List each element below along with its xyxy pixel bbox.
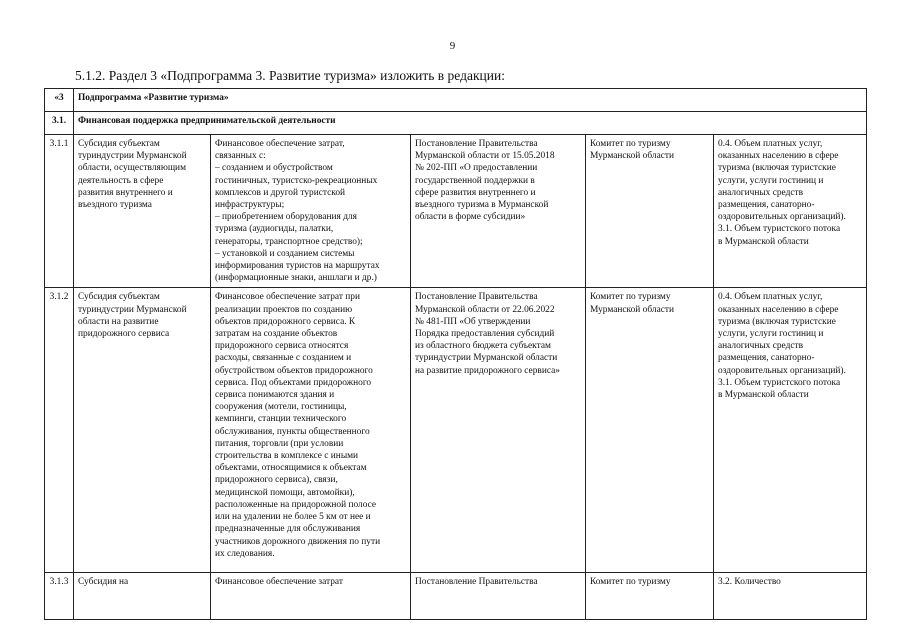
cell-line: Субсидия субъектам [78,139,160,149]
cell-line: (информационные знаки, аншлаги и др.) [215,273,377,284]
section-title: Финансовая поддержка предпринимательской деятельности [74,112,867,135]
cell-line: туризма (включая туристские [718,316,836,327]
cell-line: оздоровительных организаций). [718,212,846,223]
cell-line: объектами, относящимися к объектам [215,463,367,474]
cell-line: обслуживания, пункты общественного [215,426,370,437]
cell-line: оздоровительных организаций). [718,365,846,376]
cell-line: объектов придорожного сервиса. К [215,316,356,327]
cell-line: гостиничных, туристско-рекреационных [215,175,378,186]
cell-line: № 481-ПП «Об утверждении [415,316,531,327]
cell-line: туриндустрии Мурманской [78,304,187,315]
cell-line: 3.1. Объем туристского потока [718,224,841,235]
cell-line: их следования. [215,548,275,559]
cell-line: туризма (включая туристские [718,163,836,174]
cell-line: расположенные на придорожной полосе [215,499,377,510]
measure-name [74,573,211,620]
cell-line: Мурманской области от 15.05.2018 [415,151,555,162]
cell-line: кемпинги, станции технического [215,414,347,425]
cell-line: размещения, санаторно- [718,200,815,211]
cell-line: сервиса понимаются здания и [215,390,335,401]
cell-line: Финансовое обеспечение затрат [215,577,343,588]
cell-line: расходы, связанные с созданием и [215,353,352,364]
cell-line: Постановление Правительства [415,577,538,588]
cell-line: комплексов и другой туристской [215,187,346,198]
legal-basis [411,135,586,288]
cell-line: оказанных населению в сфере [718,304,839,315]
program-row [45,89,867,112]
cell-line: – созданием и обустройством [215,163,333,174]
responsible-body [586,135,714,288]
cell-line: сервиса. Под объектами придорожного [215,377,372,388]
cell-line: участников дорожного движения по пути [215,536,381,547]
cell-line: Мурманской области [590,151,675,162]
cell-line: въездного туризма [78,200,152,211]
cell-line: генераторы, транспортное средство); [215,236,363,247]
cell-line: из областного бюджета субъектам [415,341,551,352]
cell-line: области на развитие [78,316,159,327]
cell-line: придорожного сервиса), связи, [215,475,338,486]
cell-line: 3.1. Объем туристского потока [718,377,841,388]
cell-line: инфраструктуры; [215,200,285,211]
cell-line: Порядка предоставления субсидий [415,329,555,340]
cell-line: 0.4. Объем платных услуг, [718,292,823,303]
cell-line: размещения, санаторно- [718,353,815,364]
cell-line: медицинской помощи, автомойки), [215,487,355,498]
cell-line: Финансовое обеспечение затрат, [215,139,345,149]
cell-line: услуги, услуги гостиниц и [718,329,824,340]
responsible-body [586,573,714,620]
measure-description [211,288,411,573]
cell-line: государственной поддержки в [415,175,535,186]
responsible-body [586,288,714,573]
cell-line: предназначенные для обслуживания [215,524,361,535]
table-row [45,135,867,288]
cell-line: питания, торговли (при условии [215,438,344,449]
cell-line: № 202-ПП «О предоставлении [415,163,538,174]
cell-line: в Мурманской области [718,390,809,401]
cell-line: Мурманской области [590,304,675,315]
cell-line: – установкой и созданием системы [215,248,355,259]
cell-line: туриндустрии Мурманской [78,151,187,162]
cell-line: развития внутреннего и [78,187,173,198]
cell-line: придорожного сервиса [78,329,170,340]
cell-line: туриндустрии Мурманской области [415,353,558,364]
row-number: 3.1.3 [45,573,74,620]
cell-line: связанных с: [215,151,266,162]
cell-line: оказанных населению в сфере [718,151,839,162]
section-heading: 5.1.2. Раздел 3 «Подпрограмма 3. Развитие туризма» изложить в редакции: [75,68,505,83]
section-row [45,112,867,135]
cell-line: Субсидия субъектам [78,292,160,303]
cell-line: Постановление Правительства [415,139,538,149]
cell-line: аналогичных средств [718,187,804,198]
cell-line: обустройством объектов придорожного [215,365,373,376]
cell-line: в Мурманской области [718,236,809,247]
cell-line: Субсидия на [78,577,129,588]
cell-line: въездного туризма в Мурманской [415,200,549,211]
cell-line: Комитет по туризму [590,292,671,303]
cell-line: придорожного сервиса относятся [215,341,349,352]
cell-line: услуги, услуги гостиниц и [718,175,824,186]
indicators [714,135,867,288]
program-number: «3 [45,89,74,112]
cell-line: Мурманской области от 22.06.2022 [415,304,555,315]
cell-line: сооружения (мотели, гостиницы, [215,402,347,413]
cell-line: или на удалении не более 5 км от нее и [215,512,371,523]
row-number: 3.1.1 [45,135,74,288]
measure-description [211,135,411,288]
cell-line: Комитет по туризму [590,139,671,149]
cell-line: реализации проектов по созданию [215,304,353,315]
cell-line: строительства в комплексе с иными [215,451,359,462]
indicators [714,288,867,573]
cell-line: на развитие придорожного сервиса» [415,365,560,376]
cell-line: Финансовое обеспечение затрат при [215,292,360,303]
table-row [45,288,867,573]
cell-line: туризма (аудиогиды, палатки, [215,224,334,235]
cell-line: Комитет по туризму [590,577,671,588]
cell-line: – приобретением оборудования для [215,212,357,223]
cell-line: аналогичных средств [718,341,804,352]
legal-basis [411,288,586,573]
cell-line: 0.4. Объем платных услуг, [718,139,823,149]
cell-line: 3.2. Количество [718,577,781,588]
measure-name [74,288,211,573]
indicators [714,573,867,620]
row-number: 3.1.2 [45,288,74,573]
legal-basis [411,573,586,620]
measure-name [74,135,211,288]
cell-line: области, осуществляющим [78,163,187,174]
page-number: 9 [449,40,456,52]
cell-line: затратам на создание объектов [215,329,338,340]
measure-description [211,573,411,620]
program-table [44,88,867,620]
cell-line: деятельность в сфере [78,175,164,186]
cell-line: области в форме субсидии» [415,212,526,223]
cell-line: информирования туристов на маршрутах [215,261,380,272]
program-title: Подпрограмма «Развитие туризма» [74,89,867,112]
cell-line: Постановление Правительства [415,292,538,303]
table-row [45,573,867,620]
section-number: 3.1. [45,112,74,135]
cell-line: сфере развития внутреннего и [415,187,536,198]
